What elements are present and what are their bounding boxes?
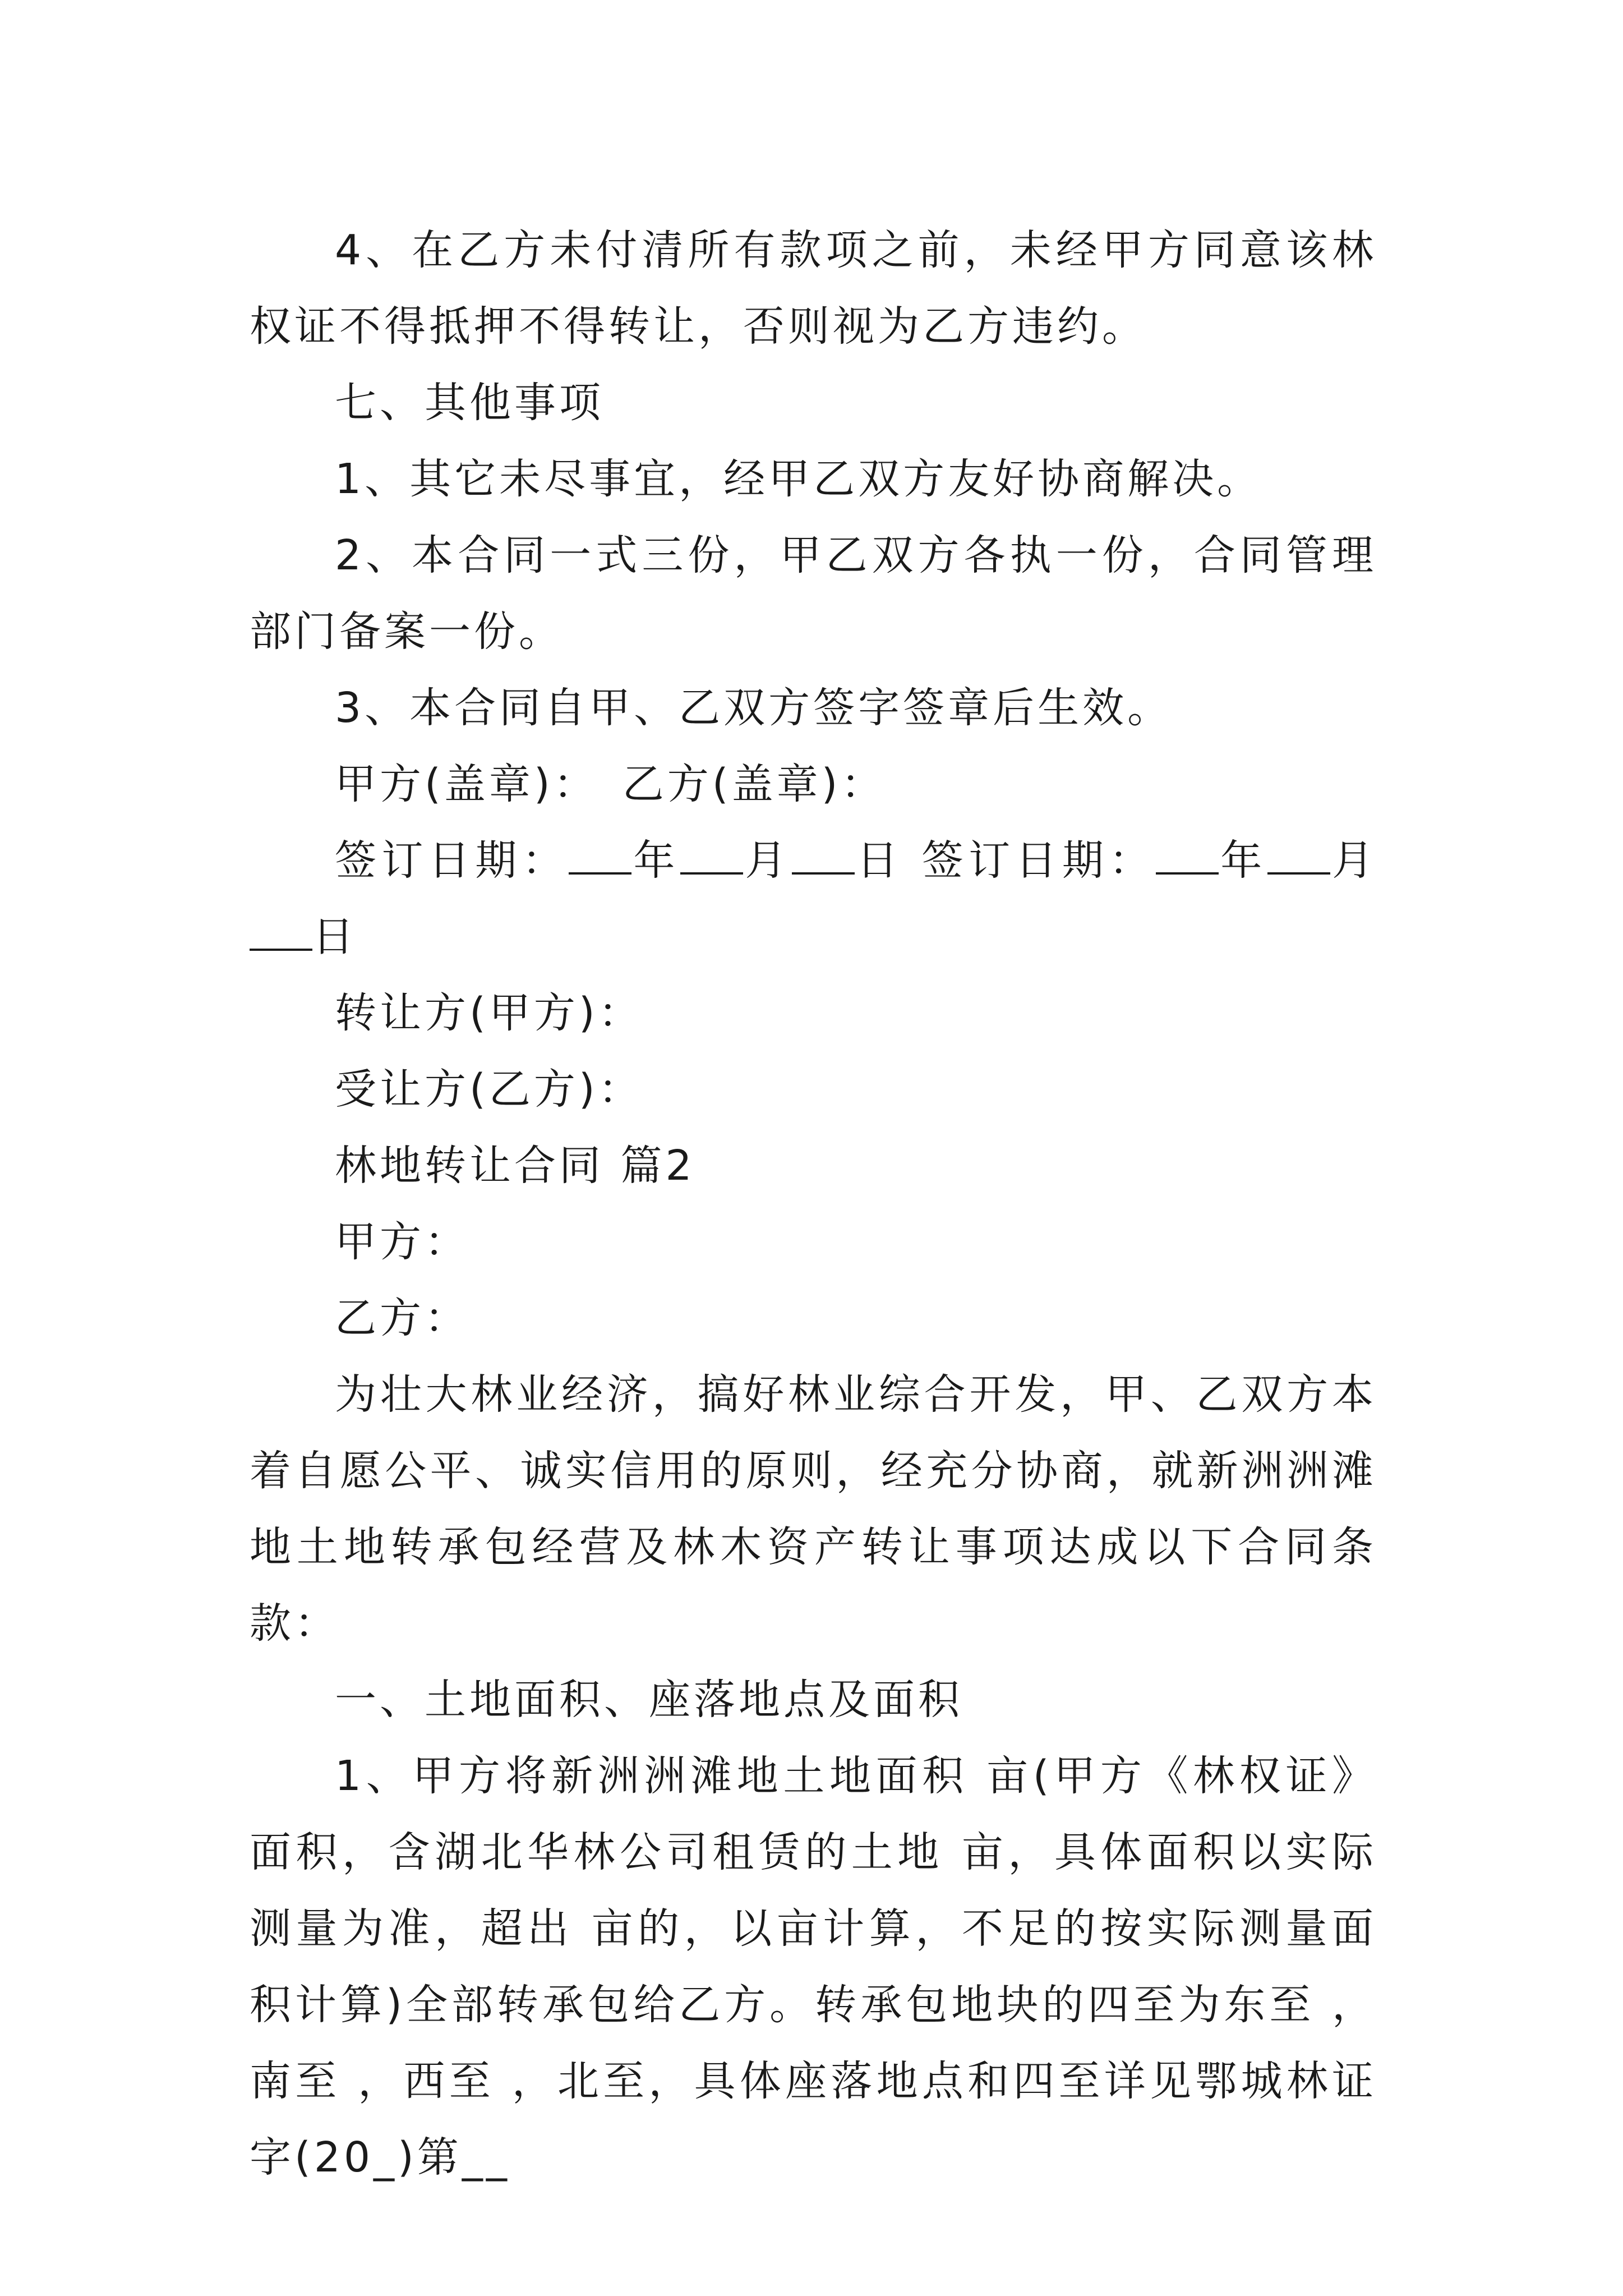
paragraph-clause-4: 4、在乙方未付清所有款项之前，未经甲方同意该林权证不得抵押不得转让，否则视为乙方违约。 (250, 226, 1377, 351)
blank-month-2 (1267, 839, 1330, 875)
day-label-2: 日 (312, 913, 357, 961)
blank-day-1 (792, 839, 855, 875)
paragraph-other-2: 2、本合同一式三份，甲乙双方各执一份，合同管理部门备案一份。 (250, 531, 1377, 656)
month-label-1: 月 (743, 836, 792, 885)
preamble-paragraph: 为壮大林业经济，搞好林业综合开发，甲、乙双方本着自愿公平、诚实信用的原则，经充分协商，就新洲洲滩地土地转承包经营及林木资产转让事项达成以下合同条款： (250, 1370, 1377, 1648)
paragraph-land-1: 1、甲方将新洲洲滩地土地面积 亩(甲方《林权证》面积，含湖北华林公司租赁的土地 亩，具体面积以实际测量为准，超出 亩的，以亩计算，不足的按实际测量面积计算)全部转承包给乙方。转承包地块的四至为东至 ，南至 ，西至 ，北至，具体座落地点和四至详见鄂城林证字(20_)第__ (250, 1752, 1377, 2182)
blank-year-2 (1156, 839, 1219, 875)
signature-seal-line: 甲方(盖章)： 乙方(盖章)： (335, 760, 886, 808)
signing-date-line (250, 822, 1377, 975)
section-title-part-2: 林地转让合同 篇2 (335, 1142, 695, 1190)
transferee-line: 受让方(乙方)： (335, 1065, 643, 1114)
blank-day-2 (250, 915, 312, 951)
day-label-1: 日 (854, 836, 903, 885)
party-b-line: 乙方： (335, 1294, 469, 1342)
month-label-2: 月 (1330, 836, 1377, 885)
blank-month-1 (680, 839, 743, 875)
year-label-1: 年 (631, 836, 680, 885)
heading-other-matters: 七、其他事项 (335, 379, 604, 427)
party-a-line: 甲方： (335, 1218, 469, 1266)
signing-date-label-2: 签订日期： (921, 836, 1156, 885)
year-label-2: 年 (1218, 836, 1267, 885)
blank-year-1 (569, 839, 631, 875)
document-body (250, 212, 1377, 2196)
paragraph-other-3: 3、本合同自甲、乙双方签字签章后生效。 (335, 684, 1173, 732)
paragraph-other-1: 1、其它未尽事宜，经甲乙双方友好协商解决。 (335, 455, 1262, 503)
signing-date-label-1: 签订日期： (335, 836, 569, 885)
heading-land-area: 一、土地面积、座落地点及面积 (335, 1676, 963, 1724)
transferor-line: 转让方(甲方)： (335, 989, 643, 1037)
